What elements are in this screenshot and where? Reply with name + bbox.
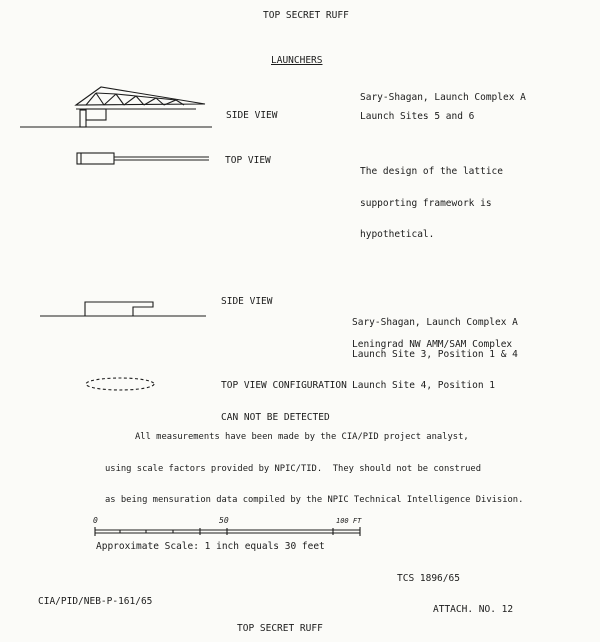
scale-tick-100: 100 FT [336, 517, 362, 525]
undetected-top-view [86, 378, 154, 390]
launcher-side-view-2 [40, 302, 206, 316]
note-line: hypothetical. [360, 229, 435, 240]
note-line: TOP VIEW CONFIGURATION [221, 380, 347, 391]
site-line: Launch Site 4, Position 1 [352, 380, 495, 391]
disclaimer [105, 411, 523, 516]
launcher-top-view [77, 153, 209, 164]
disclaimer-line: using scale factors provided by NPIC/TID. They should not be construed [105, 463, 482, 474]
side-view-label-1: SIDE VIEW [226, 110, 278, 121]
document-id: CIA/PID/NEB-P-161/65 [38, 596, 153, 607]
classification-header: TOP SECRET RUFF [263, 10, 349, 21]
disclaimer-line: All measurements have been made by the CIA/PID project analyst, [135, 432, 469, 442]
scale-bar [95, 527, 360, 536]
page-title: LAUNCHERS [271, 55, 323, 66]
scale-tick-50: 50 [219, 516, 229, 525]
note-line: supporting framework is [360, 197, 492, 209]
scale-caption: Approximate Scale: 1 inch equals 30 feet [96, 541, 325, 552]
site-extra-2: Leningrad NW AMM/SAM Complex [352, 339, 513, 350]
scale-tick-0: 0 [93, 516, 98, 525]
site-line: Sary-Shagan, Launch Complex A [352, 317, 518, 328]
note-line: CAN NOT BE DETECTED [221, 411, 330, 423]
side-view-label-2: SIDE VIEW [221, 296, 273, 307]
site-title-1: Sary-Shagan, Launch Complex A [360, 92, 526, 103]
site-line: Launch Site 3, Position 1 & 4 [352, 348, 518, 360]
tcs-number: TCS 1896/65 [397, 573, 460, 584]
attachment-number: ATTACH. NO. 12 [433, 604, 514, 615]
classification-footer: TOP SECRET RUFF [237, 623, 323, 634]
disclaimer-line: as being mensuration data compiled by the NPIC Technical Intelligence Division. [105, 495, 524, 505]
site-detail-1: Launch Sites 5 and 6 [360, 111, 475, 122]
top-view-label-1: TOP VIEW [225, 155, 271, 166]
launcher-side-view-lattice [20, 87, 212, 127]
note-line: The design of the lattice [360, 166, 503, 177]
lattice-note [360, 146, 503, 251]
